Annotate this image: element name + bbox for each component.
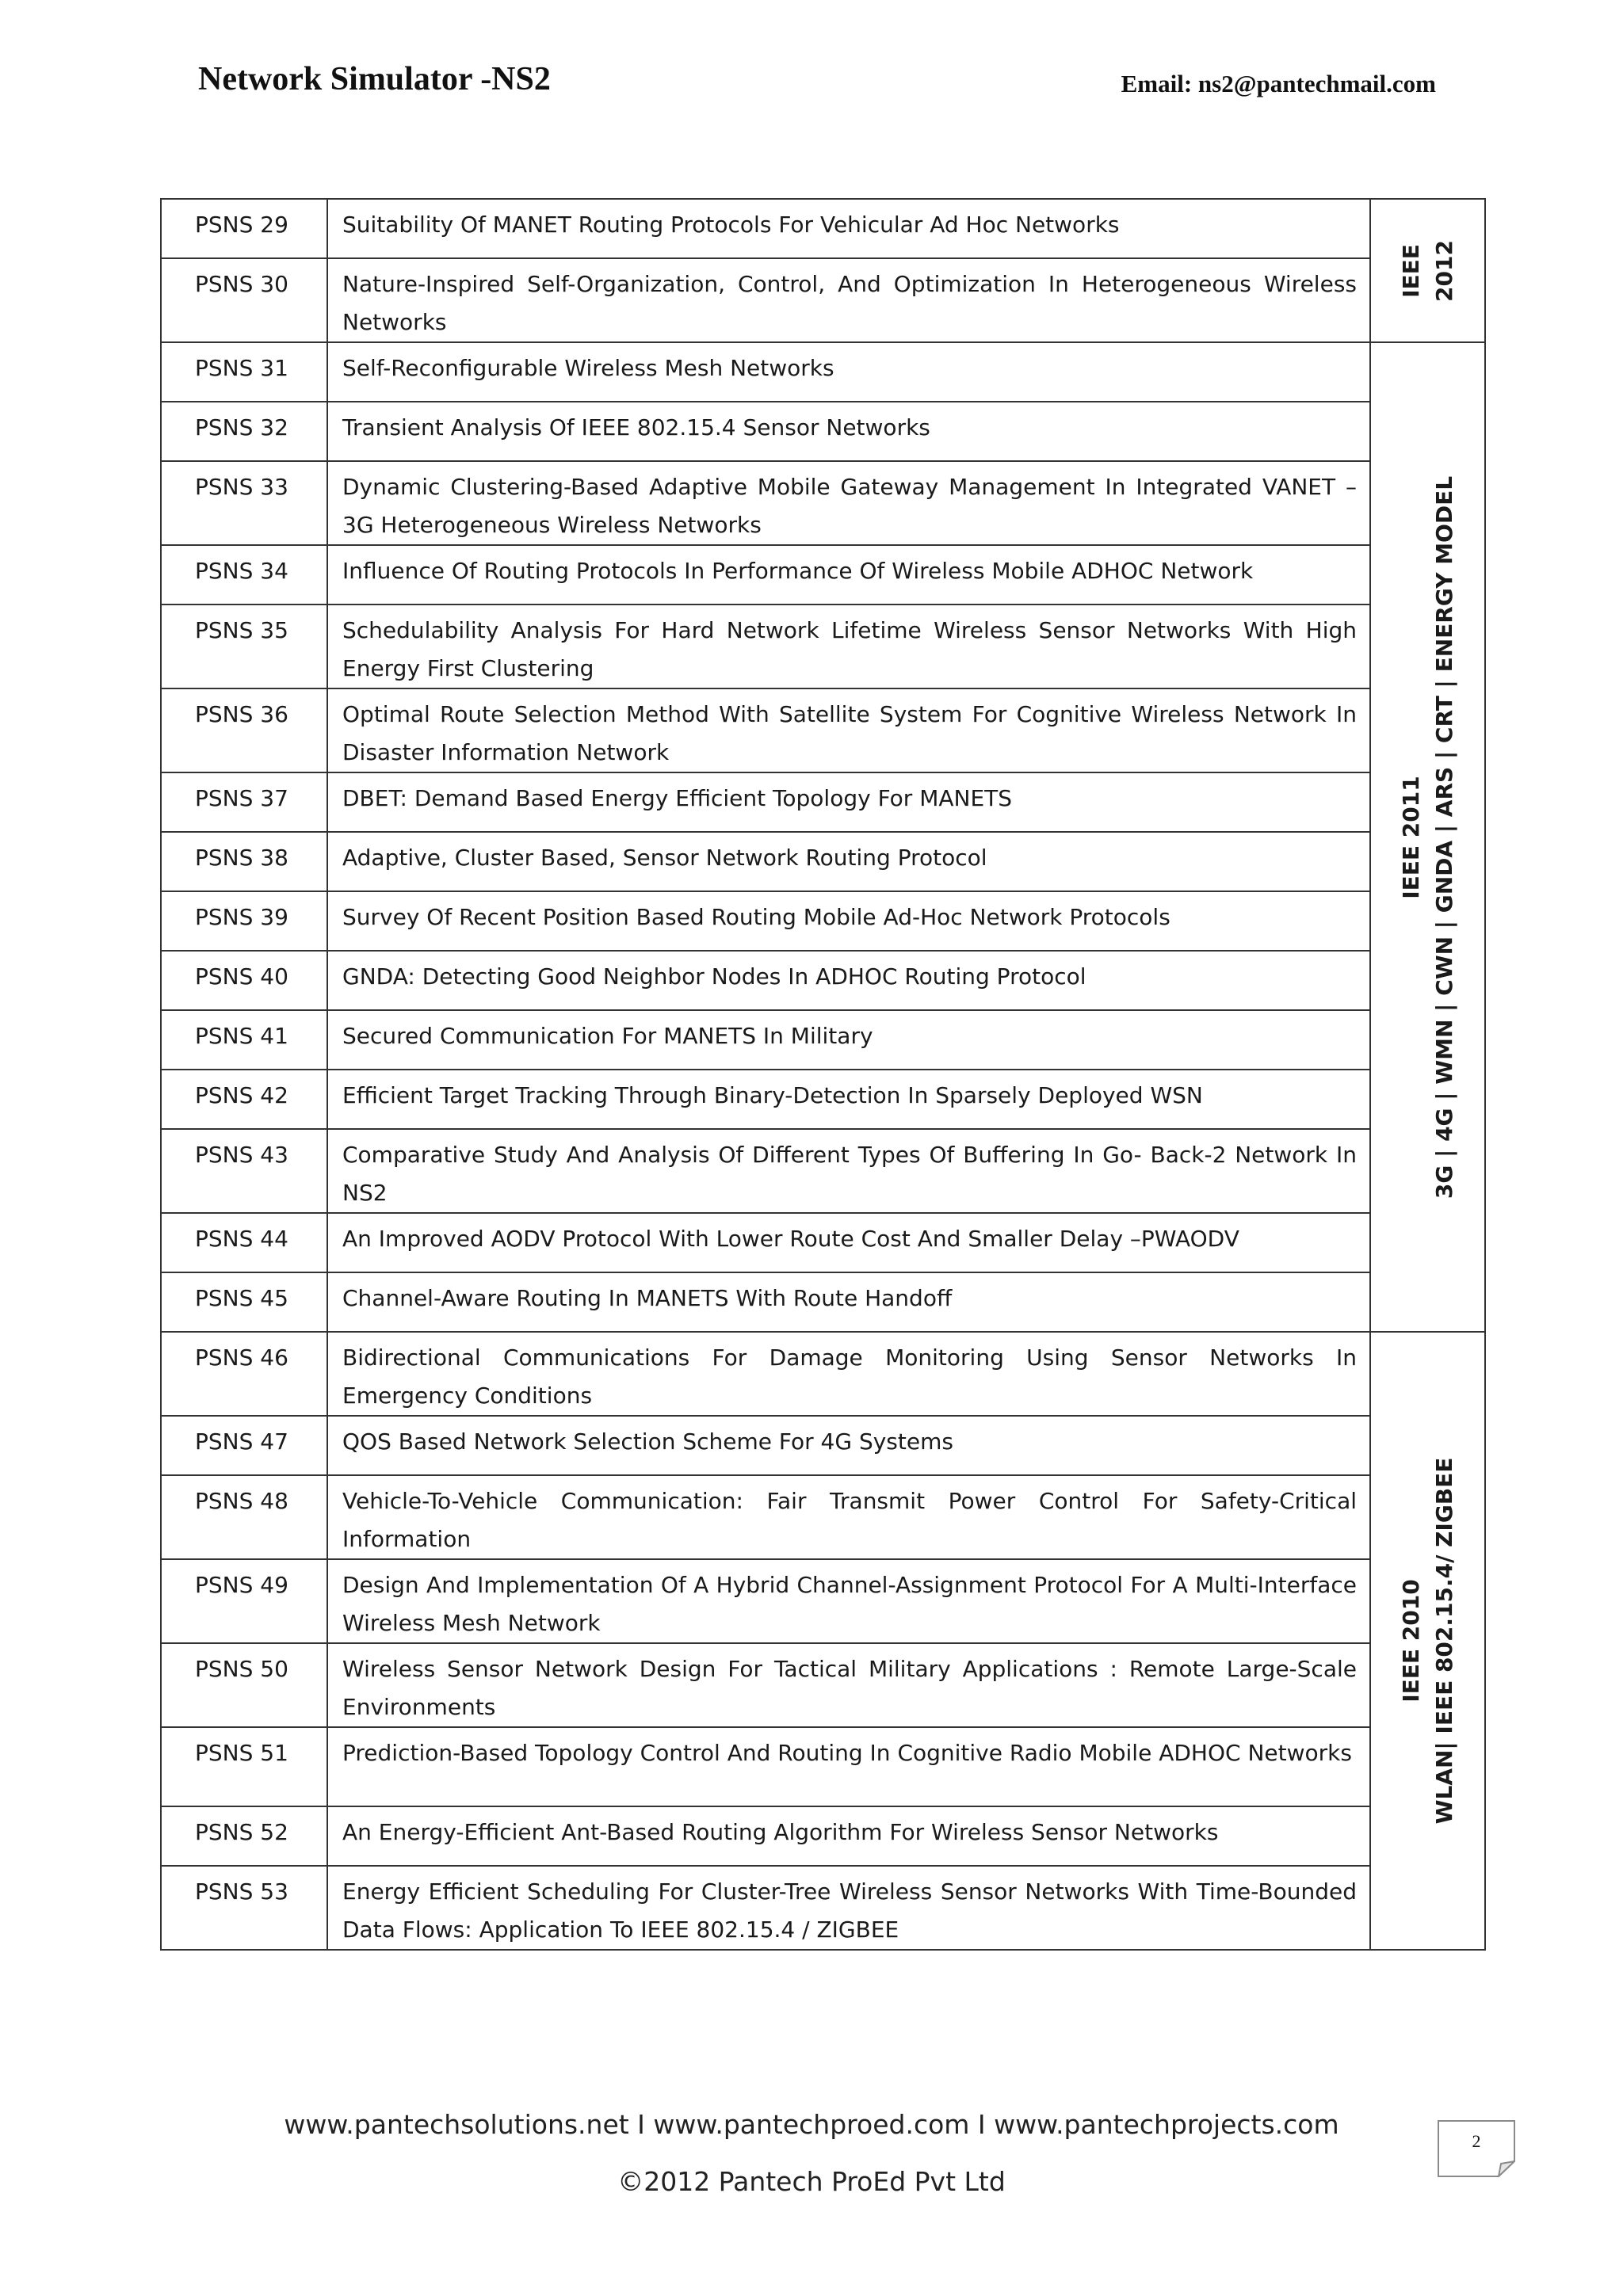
table-row xyxy=(161,402,1485,461)
footer-copyright: ©2012 Pantech ProEd Pvt Ltd xyxy=(617,2166,1006,2197)
table-row xyxy=(161,605,1485,688)
project-code: PSNS 29 xyxy=(161,199,327,258)
project-code: PSNS 53 xyxy=(161,1866,327,1950)
page-number: 2 xyxy=(1472,2131,1481,2151)
project-title: Energy Efficient Scheduling For Cluster-Tree Wireless Sensor Networks With Time-Bounded Data Flows: Application To IEEE 802.15.4 / ZIGBEE xyxy=(327,1866,1370,1950)
project-title: Design And Implementation Of A Hybrid Channel-Assignment Protocol For A Multi-Interface Wireless Mesh Network xyxy=(327,1559,1370,1643)
project-title: An Improved AODV Protocol With Lower Route Cost And Smaller Delay –PWAODV xyxy=(327,1213,1370,1272)
page-number-box xyxy=(1438,2120,1515,2177)
project-code: PSNS 41 xyxy=(161,1010,327,1070)
table-row xyxy=(161,832,1485,891)
project-title: Vehicle-To-Vehicle Communication: Fair Transmit Power Control For Safety-Critical Information xyxy=(327,1475,1370,1559)
project-code: PSNS 49 xyxy=(161,1559,327,1643)
table-row xyxy=(161,688,1485,772)
table-row xyxy=(161,1070,1485,1129)
project-code: PSNS 32 xyxy=(161,402,327,461)
project-title: GNDA: Detecting Good Neighbor Nodes In ADHOC Routing Protocol xyxy=(327,951,1370,1010)
project-table xyxy=(160,198,1486,1951)
category-cell-2012 xyxy=(1370,199,1485,342)
project-title: Bidirectional Communications For Damage Monitoring Using Sensor Networks In Emergency Conditions xyxy=(327,1332,1370,1416)
table-row xyxy=(161,199,1485,258)
table-row xyxy=(161,461,1485,545)
footer-links: www.pantechsolutions.net I www.pantechproed.com I www.pantechprojects.com xyxy=(284,2109,1339,2140)
project-title: Self-Reconfigurable Wireless Mesh Networks xyxy=(327,342,1370,402)
table-row xyxy=(161,1559,1485,1643)
category-label: 3G | 4G | WMN | CWN | GNDA | ARS | CRT | ENERGY MODEL xyxy=(1430,475,1457,1199)
table-row xyxy=(161,545,1485,605)
project-title: Secured Communication For MANETS In Military xyxy=(327,1010,1370,1070)
project-title: Channel-Aware Routing In MANETS With Route Handoff xyxy=(327,1272,1370,1332)
table-row xyxy=(161,1213,1485,1272)
project-code: PSNS 47 xyxy=(161,1416,327,1475)
category-cell-2011 xyxy=(1370,342,1485,1332)
document-title: Network Simulator -NS2 xyxy=(198,61,551,97)
project-code: PSNS 37 xyxy=(161,772,327,832)
project-code: PSNS 39 xyxy=(161,891,327,951)
project-title: Dynamic Clustering-Based Adaptive Mobile Gateway Management In Integrated VANET – 3G Heterogeneous Wireless Networks xyxy=(327,461,1370,545)
project-code: PSNS 44 xyxy=(161,1213,327,1272)
project-code: PSNS 34 xyxy=(161,545,327,605)
project-code: PSNS 42 xyxy=(161,1070,327,1129)
project-code: PSNS 30 xyxy=(161,258,327,342)
project-code: PSNS 48 xyxy=(161,1475,327,1559)
table-row xyxy=(161,1475,1485,1559)
category-label: WLAN| IEEE 802.15.4/ ZIGBEE xyxy=(1430,1457,1457,1825)
project-title: Influence Of Routing Protocols In Performance Of Wireless Mobile ADHOC Network xyxy=(327,545,1370,605)
project-code: PSNS 52 xyxy=(161,1806,327,1866)
project-code: PSNS 46 xyxy=(161,1332,327,1416)
project-title: DBET: Demand Based Energy Efficient Topology For MANETS xyxy=(327,772,1370,832)
project-code: PSNS 38 xyxy=(161,832,327,891)
project-code: PSNS 50 xyxy=(161,1643,327,1727)
project-code: PSNS 35 xyxy=(161,605,327,688)
table-row xyxy=(161,342,1485,402)
project-code: PSNS 45 xyxy=(161,1272,327,1332)
project-title: Survey Of Recent Position Based Routing Mobile Ad-Hoc Network Protocols xyxy=(327,891,1370,951)
project-title: Nature-Inspired Self-Organization, Control, And Optimization In Heterogeneous Wireless Networks xyxy=(327,258,1370,342)
table-row xyxy=(161,1010,1485,1070)
project-title: Prediction-Based Topology Control And Routing In Cognitive Radio Mobile ADHOC Networks xyxy=(327,1727,1370,1806)
project-code: PSNS 36 xyxy=(161,688,327,772)
category-label: 2012 xyxy=(1430,239,1457,302)
table-row xyxy=(161,1727,1485,1806)
project-title: Adaptive, Cluster Based, Sensor Network Routing Protocol xyxy=(327,832,1370,891)
table-row xyxy=(161,951,1485,1010)
header-email: Email: ns2@pantechmail.com xyxy=(1121,70,1436,97)
project-code: PSNS 40 xyxy=(161,951,327,1010)
project-code: PSNS 51 xyxy=(161,1727,327,1806)
table-row xyxy=(161,1332,1485,1416)
project-title: Transient Analysis Of IEEE 802.15.4 Sensor Networks xyxy=(327,402,1370,461)
project-title: An Energy-Efficient Ant-Based Routing Algorithm For Wireless Sensor Networks xyxy=(327,1806,1370,1866)
category-label: IEEE xyxy=(1397,243,1424,298)
table-row xyxy=(161,258,1485,342)
project-code: PSNS 31 xyxy=(161,342,327,402)
table-row xyxy=(161,1643,1485,1727)
project-title: QOS Based Network Selection Scheme For 4G Systems xyxy=(327,1416,1370,1475)
table-row xyxy=(161,891,1485,951)
category-label: IEEE 2011 xyxy=(1397,775,1424,899)
table-row xyxy=(161,772,1485,832)
project-title: Wireless Sensor Network Design For Tactical Military Applications : Remote Large-Scale Environments xyxy=(327,1643,1370,1727)
table-row xyxy=(161,1866,1485,1950)
project-title: Suitability Of MANET Routing Protocols For Vehicular Ad Hoc Networks xyxy=(327,199,1370,258)
table-row xyxy=(161,1272,1485,1332)
project-code: PSNS 33 xyxy=(161,461,327,545)
project-title: Schedulability Analysis For Hard Network Lifetime Wireless Sensor Networks With High Energy First Clustering xyxy=(327,605,1370,688)
category-label: IEEE 2010 xyxy=(1397,1579,1424,1703)
table-row xyxy=(161,1806,1485,1866)
category-cell-2010 xyxy=(1370,1332,1485,1950)
project-code: PSNS 43 xyxy=(161,1129,327,1213)
project-title: Comparative Study And Analysis Of Different Types Of Buffering In Go- Back-2 Network In NS2 xyxy=(327,1129,1370,1213)
project-title: Optimal Route Selection Method With Satellite System For Cognitive Wireless Network In Disaster Information Network xyxy=(327,688,1370,772)
table-row xyxy=(161,1416,1485,1475)
project-title: Efficient Target Tracking Through Binary-Detection In Sparsely Deployed WSN xyxy=(327,1070,1370,1129)
table-row xyxy=(161,1129,1485,1213)
